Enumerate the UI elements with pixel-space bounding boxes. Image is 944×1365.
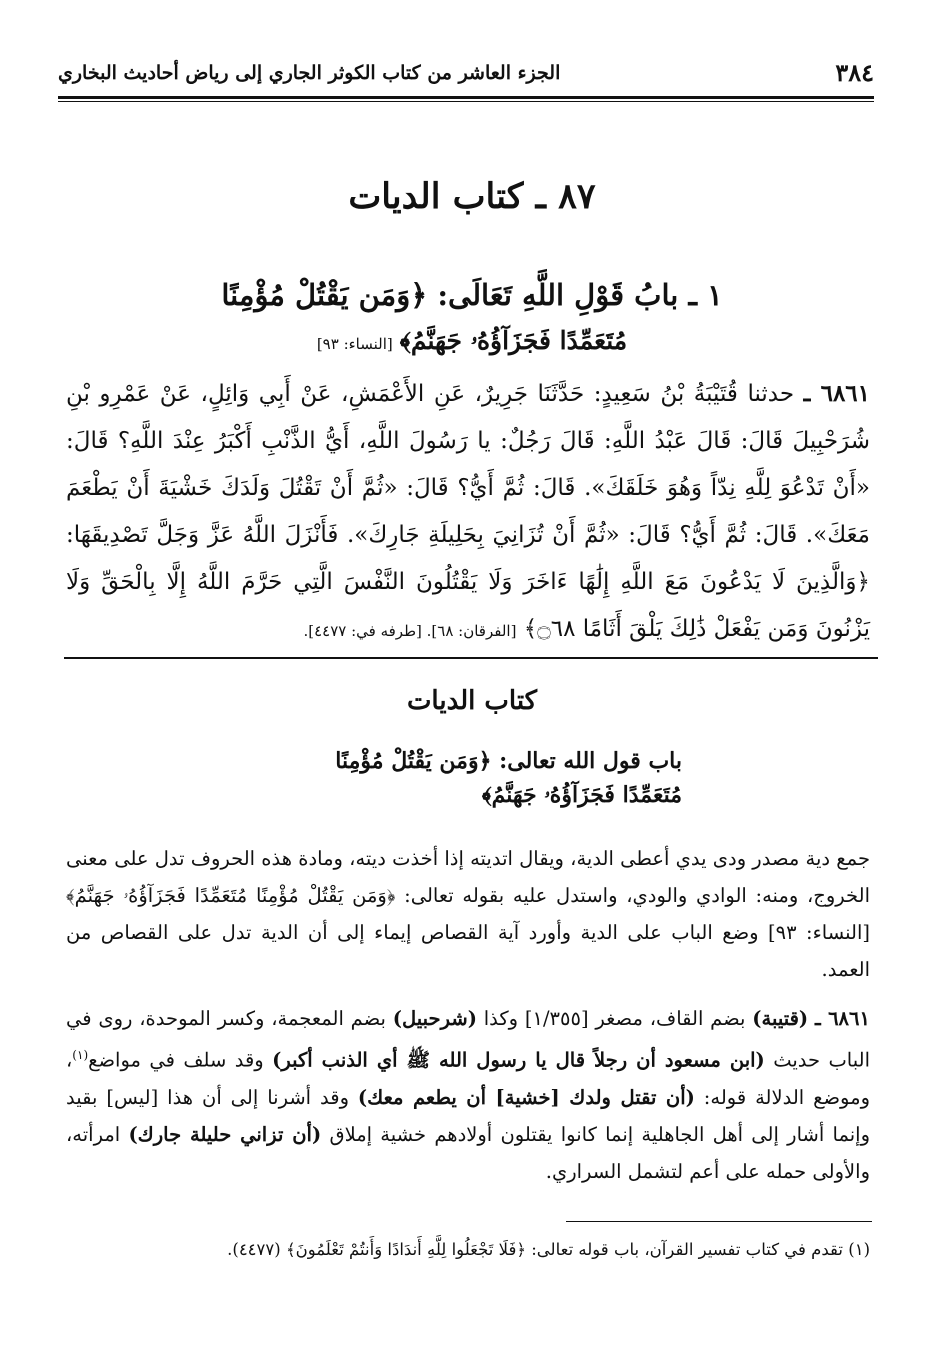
- hadith-number: ٦٨٦١ ـ: [803, 380, 871, 407]
- page-number: ٣٨٤: [835, 58, 874, 87]
- footnote-rule: [566, 1221, 872, 1222]
- text-run: امرأته، والأولى حمله على أعم لتشمل السراري.: [66, 1122, 870, 1183]
- text-run: وقد أشرنا إلى أن هذا [ليس] بقيد وإنما أشار إلى أهل الجاهلية إنما كانوا يقتلون أولادهم خشية إملاق: [66, 1085, 870, 1146]
- commentary-hadith-number: ٦٨٦١ ـ: [814, 1007, 870, 1030]
- chapter-heading: ١ ـ بابُ قَوْلِ اللَّهِ تَعَالَى: ﴿وَمَن يَقْتُلْ مُؤْمِنًا: [221, 278, 723, 312]
- commentary-paragraph: جمع دية مصدر ودى يدي أعطى الدية، ويقال اتديته إذا أخذت ديته، ومادة هذه الحروف تدل على معنى الخروج، ومنه: الوادي والودي، واستدل عليه بقوله تعالى: ﴿وَمَن يَقْتُلْ مُؤْمِنًا مُتَعَمِّدًا فَجَزَآؤُهُۥ جَهَنَّمُ﴾ [النساء: ٩٣] وضع الباب على الدية وأورد آية القصاص إيماء إلى أن الدية تدل على القصاص من العمد.: [66, 847, 870, 981]
- hadith-reference: [الفرقان: ٦٨]. [طرفه في: ٤٤٧٧].: [303, 622, 517, 640]
- sharh-title: كتاب الديات: [406, 686, 538, 716]
- section-divider: [64, 657, 878, 659]
- sharh-chapter-heading: [250, 744, 682, 812]
- sharh-chapter-line2: مُتَعَمِّدًا فَجَزَآؤُهُۥ جَهَنَّمُ﴾: [481, 782, 682, 808]
- footnote: (١) تقدم في كتاب تفسير القرآن، باب قوله تعالى: ﴿فَلَا تَجْعَلُوا لِلَّهِ أَندَادًا وَأَنتُمْ تَعْلَمُونَ﴾ (٤٤٧٧).: [227, 1240, 870, 1259]
- running-title: الجزء العاشر من كتاب الكوثر الجاري إلى رياض أحاديث البخاري: [58, 62, 561, 84]
- chapter-heading-cont: [60, 326, 884, 356]
- header-rule: [58, 96, 874, 99]
- hadith-text-block: [66, 370, 870, 655]
- text-run: بضم القاف، مصغر [١/٣٥٥] وكذا: [476, 1007, 753, 1030]
- footnote-reference[interactable]: (١): [72, 1048, 89, 1062]
- sharh-chapter-line1: باب قول الله تعالى: ﴿وَمَن يَقْتُلْ مُؤْمِنًا: [335, 748, 682, 774]
- bold-phrase: (شرحبيل): [392, 1007, 477, 1030]
- text-run: وقد سلف في مواضع: [88, 1048, 273, 1072]
- bold-phrase: (أن تقتل ولدك [خشية] أن يطعم معك): [357, 1085, 695, 1109]
- book-title: ٨٧ ـ كتاب الديات: [348, 176, 596, 217]
- header-rule-thin: [58, 101, 874, 102]
- bold-phrase: (ابن مسعود أن رجلاً قال يا رسول الله ﷺ أي الذنب أكبر): [272, 1048, 765, 1072]
- bold-phrase: (قتيبة): [752, 1007, 809, 1030]
- page-header: [58, 52, 874, 96]
- hadith-body: حدثنا قُتَيْبَةُ بْنُ سَعِيدٍ: حَدَّثَنَا جَرِيرٌ، عَنِ الأَعْمَشِ، عَنْ أَبِي وَائِلٍ، عَنْ عَمْرِو بْنِ شُرَحْبِيلَ قَالَ: قَالَ عَبْدُ اللَّهِ: قَالَ رَجُلٌ: يا رَسُولَ اللَّهِ، أَيُّ الذَّنْبِ أَكْبَرُ عِنْدَ اللَّهِ؟ قَالَ: «أَنْ تَدْعُوَ لِلَّهِ نِدّاً وَهُوَ خَلَقَكَ». قَالَ: ثُمَّ أَيُّ؟ قَالَ: «ثُمَّ أَنْ تَقْتُلَ وَلَدَكَ خَشْيَةَ أَنْ يَطْعَمَ مَعَكَ». قَالَ: ثُمَّ أَيُّ؟ قَالَ: «ثُمَّ أَنْ تُزَانِيَ بِحَلِيلَةِ جَارِكَ». فَأَنْزَلَ اللَّهُ عَزَّ وَجَلَّ تَصْدِيقَهَا: ﴿وَالَّذِينَ لَا يَدْعُونَ مَعَ اللَّهِ إِلَٰهًا ءَاخَرَ وَلَا يَقْتُلُونَ النَّفْسَ الَّتِي حَرَّمَ اللَّهُ إِلَّا بِالْحَقِّ وَلَا يَزْنُونَ وَمَن يَفْعَلْ ذَٰلِكَ يَلْقَ أَثَامًا ۝٦٨﴾: [66, 381, 870, 642]
- commentary-hadith-paragraph: [66, 1000, 870, 1190]
- text-run: بضم المعجمة، وكسر الموحدة، روى في الباب حديث: [66, 1007, 870, 1072]
- chapter-reference: [النساء: ٩٣]: [316, 335, 393, 353]
- chapter-heading-verse: مُتَعَمِّدًا فَجَزَآؤُهُۥ جَهَنَّمُ﴾: [399, 326, 628, 355]
- bold-phrase: (أن تزاني حليلة جارك): [128, 1122, 322, 1146]
- text-run: ، وموضع الدلالة قوله:: [66, 1048, 870, 1109]
